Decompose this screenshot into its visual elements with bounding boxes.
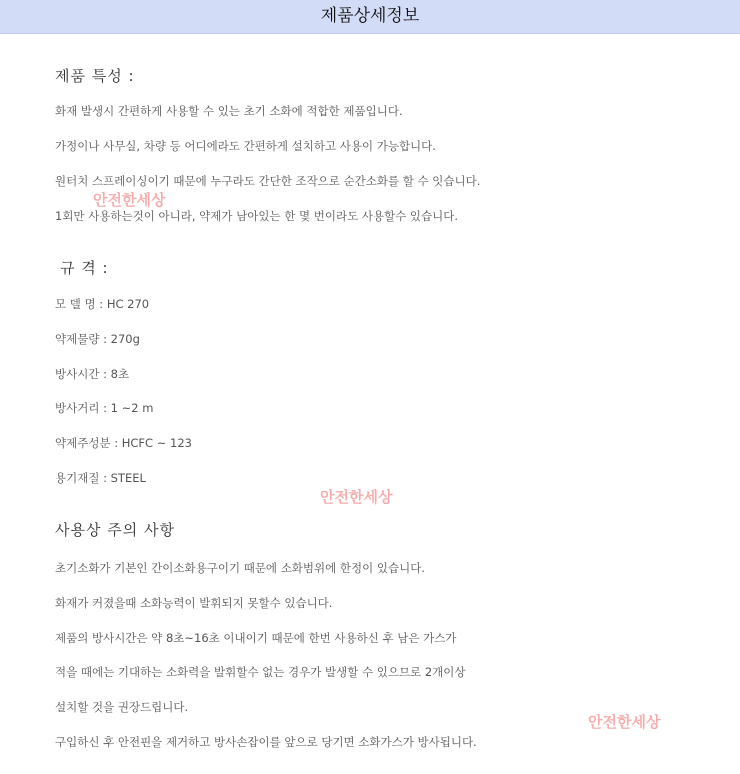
feature-line: 1회만 사용하는것이 아니라, 약제가 남아있는 한 몇 번이라도 사용할수 있습니다.	[55, 209, 459, 223]
watermark: 안전한세상	[588, 713, 661, 731]
watermark: 안전한세상	[93, 191, 166, 209]
watermark: 안전한세상	[320, 488, 393, 506]
spec-line: 약제물량 : 270g	[55, 332, 140, 346]
spec-line: 모 델 명 : HC 270	[55, 297, 150, 311]
caution-line: 초기소화가 기본인 간이소화용구이기 때문에 소화범위에 한정이 있습니다.	[55, 561, 425, 575]
caution-line: 제품의 방사시간은 약 8초~16초 이내이기 때문에 한번 사용하신 후 남은 가스가	[55, 631, 457, 645]
page-title: 제품상세정보	[320, 6, 420, 26]
caution-line: 설치할 것을 권장드립니다.	[55, 700, 189, 714]
cautions-heading: 사용상 주의 사항	[55, 521, 175, 539]
spec-line: 용기재질 : STEEL	[55, 471, 146, 485]
feature-line: 화재 발생시 간편하게 사용할 수 있는 초기 소화에 적합한 제품입니다.	[55, 104, 403, 118]
caution-line: 적을 때에는 기대하는 소화력을 발휘할수 없는 경우가 발생할 수 있으므로 2개이상	[55, 665, 466, 679]
spec-line: 방사시간 : 8초	[55, 367, 130, 381]
page-header	[0, 0, 740, 34]
caution-line: 화재가 커졌을때 소화능력이 발휘되지 못할수 있습니다.	[55, 596, 333, 610]
features-heading: 제품 특성 :	[55, 67, 135, 85]
specs-heading: 규 격 :	[60, 259, 109, 277]
spec-line: 방사거리 : 1 ~2 m	[55, 401, 154, 415]
feature-line: 원터치 스프레이싱이기 때문에 누구라도 간단한 조작으로 순간소화를 할 수 잇습니다.	[55, 174, 481, 188]
feature-line: 가정이나 사무실, 차량 등 어디에라도 간편하게 설치하고 사용이 가능합니다.	[55, 139, 436, 153]
caution-line: 구입하신 후 안전핀을 제거하고 방사손잡이를 앞으로 당기면 소화가스가 방사됩니다.	[55, 735, 477, 749]
spec-line: 약제주성분 : HCFC ~ 123	[55, 436, 192, 450]
